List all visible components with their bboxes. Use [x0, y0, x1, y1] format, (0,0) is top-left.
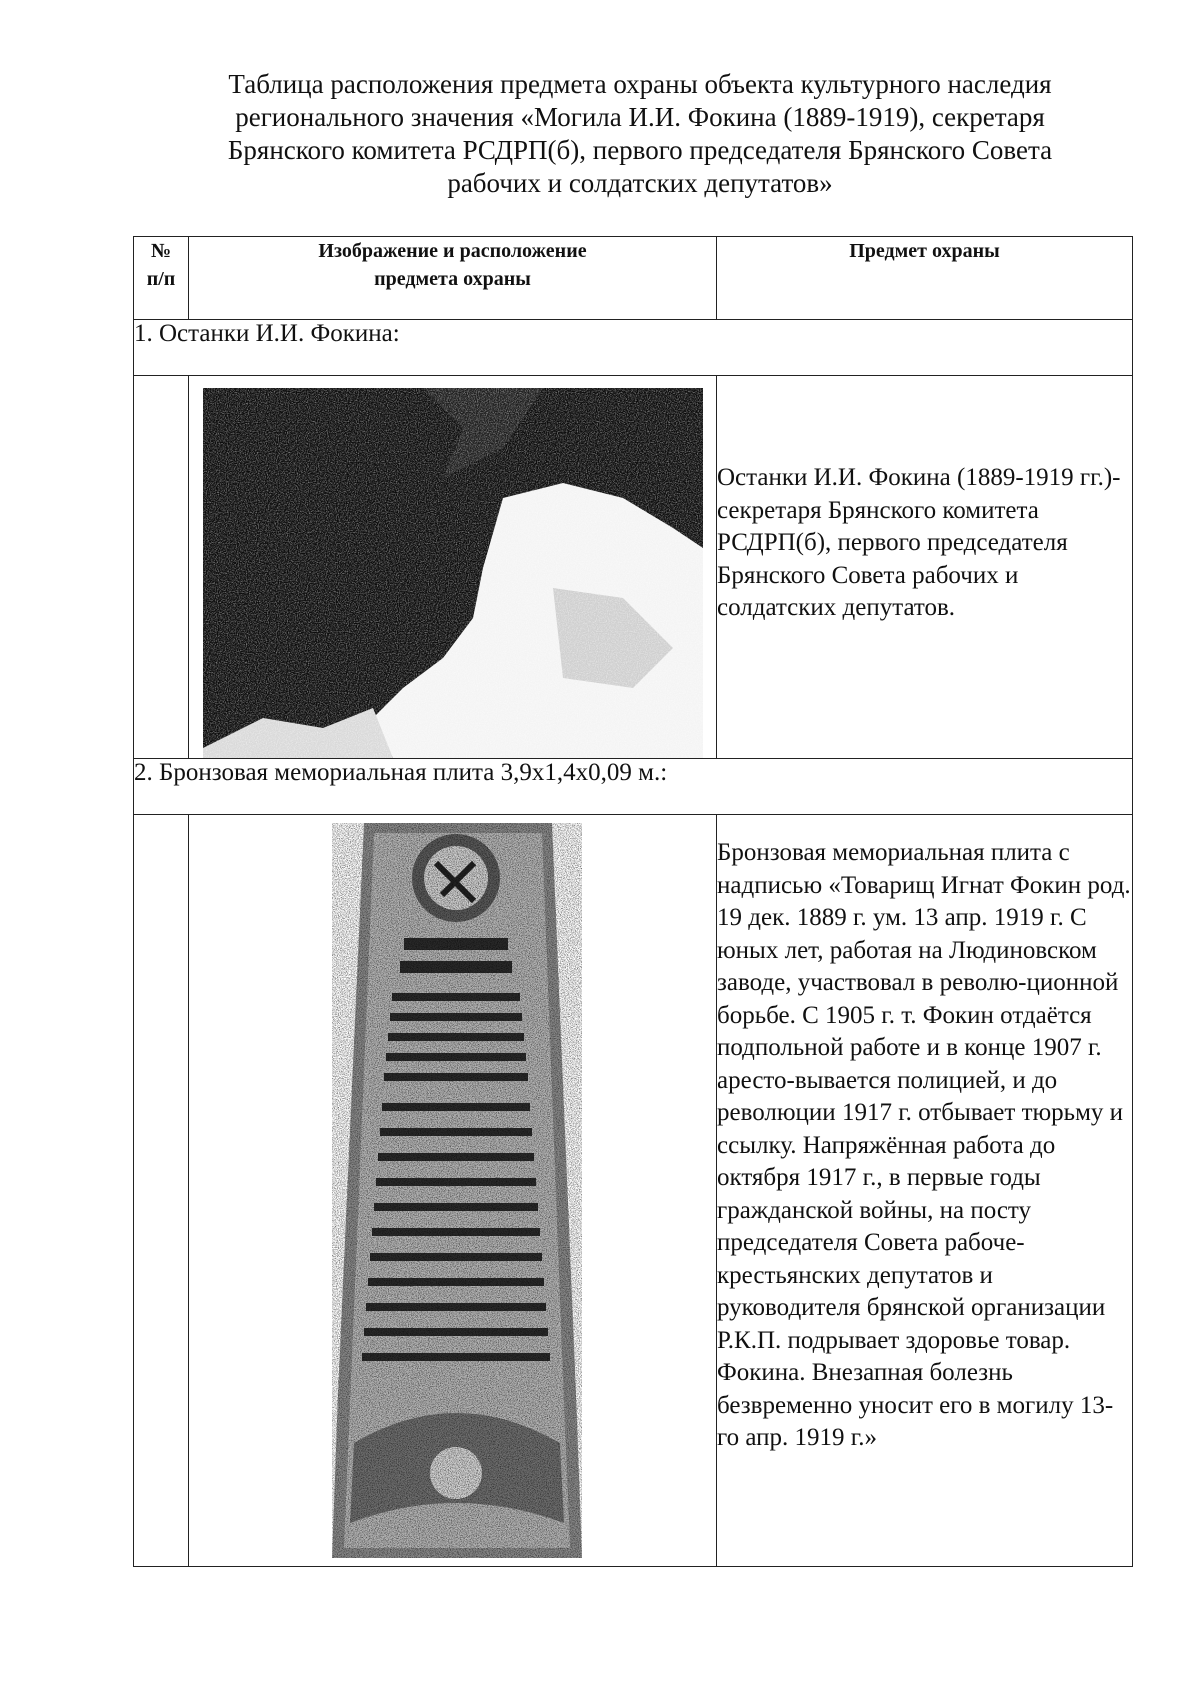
table-header-row [134, 237, 1133, 320]
title-line: регионального значения «Могила И.И. Фокина (1889-1919), секретаря [235, 102, 1045, 132]
title-line: рабочих и солдатских депутатов» [447, 168, 833, 198]
header-image-line2: предмета охраны [374, 268, 531, 290]
image-cell [189, 376, 717, 759]
table-row [134, 376, 1133, 759]
title-line: Брянского комитета РСДРП(б), первого председателя Брянского Совета [227, 135, 1053, 165]
header-number-line1: № [150, 240, 172, 262]
header-number-line2: п/п [146, 268, 176, 290]
memorial-plaque-photo [324, 823, 589, 1558]
document-title [150, 68, 1130, 200]
table-row [134, 815, 1133, 1567]
section-row [134, 320, 1133, 376]
section-row [134, 759, 1133, 815]
description-cell [717, 815, 1133, 1567]
description-cell [717, 376, 1133, 759]
number-cell [134, 376, 189, 759]
header-number [134, 237, 189, 320]
description-text: Останки И.И. Фокина (1889-1919 гг.)-секретаря Брянского комитета РСДРП(б), первого председателя Брянского Совета рабочих и солдатских депутатов. [717, 464, 1121, 621]
number-cell [134, 815, 189, 1567]
description-text: Бронзовая мемориальная плита с надписью «Товарищ Игнат Фокин род. 19 дек. 1889 г. ум. 13 апр. 1919 г. С юных лет, работая на Людиновском заводе, участвовал в револю-ционной борьбе. С 1905 г. т. Фокин отдаётся подпольной работе и в конце 1907 г. аресто-вывается полицией, и до революции 1917 г. отбывает тюрьму и ссылку. Напряжённая работа до октября 1917 г., в первые годы гражданской войны, на посту председателя Совета рабоче-крестьянских депутатов и руководителя брянской организации Р.К.П. подрывает здоровье товар. Фокина. Внезапная болезнь безвременно уносит его в могилу 13-го апр. 1919 г.» [717, 839, 1131, 1451]
image-cell [189, 815, 717, 1567]
protection-table [133, 236, 1133, 1567]
title-line: Таблица расположения предмета охраны объекта культурного наследия [228, 69, 1052, 99]
section-heading: 2. Бронзовая мемориальная плита 3,9х1,4х0,09 м.: [134, 759, 1133, 815]
header-subject-label: Предмет охраны [849, 240, 1000, 262]
header-subject [717, 237, 1133, 320]
grave-photo [203, 388, 703, 758]
header-image-line1: Изображение и расположение [318, 240, 587, 262]
header-image [189, 237, 717, 320]
section-heading: 1. Останки И.И. Фокина: [134, 320, 1133, 376]
